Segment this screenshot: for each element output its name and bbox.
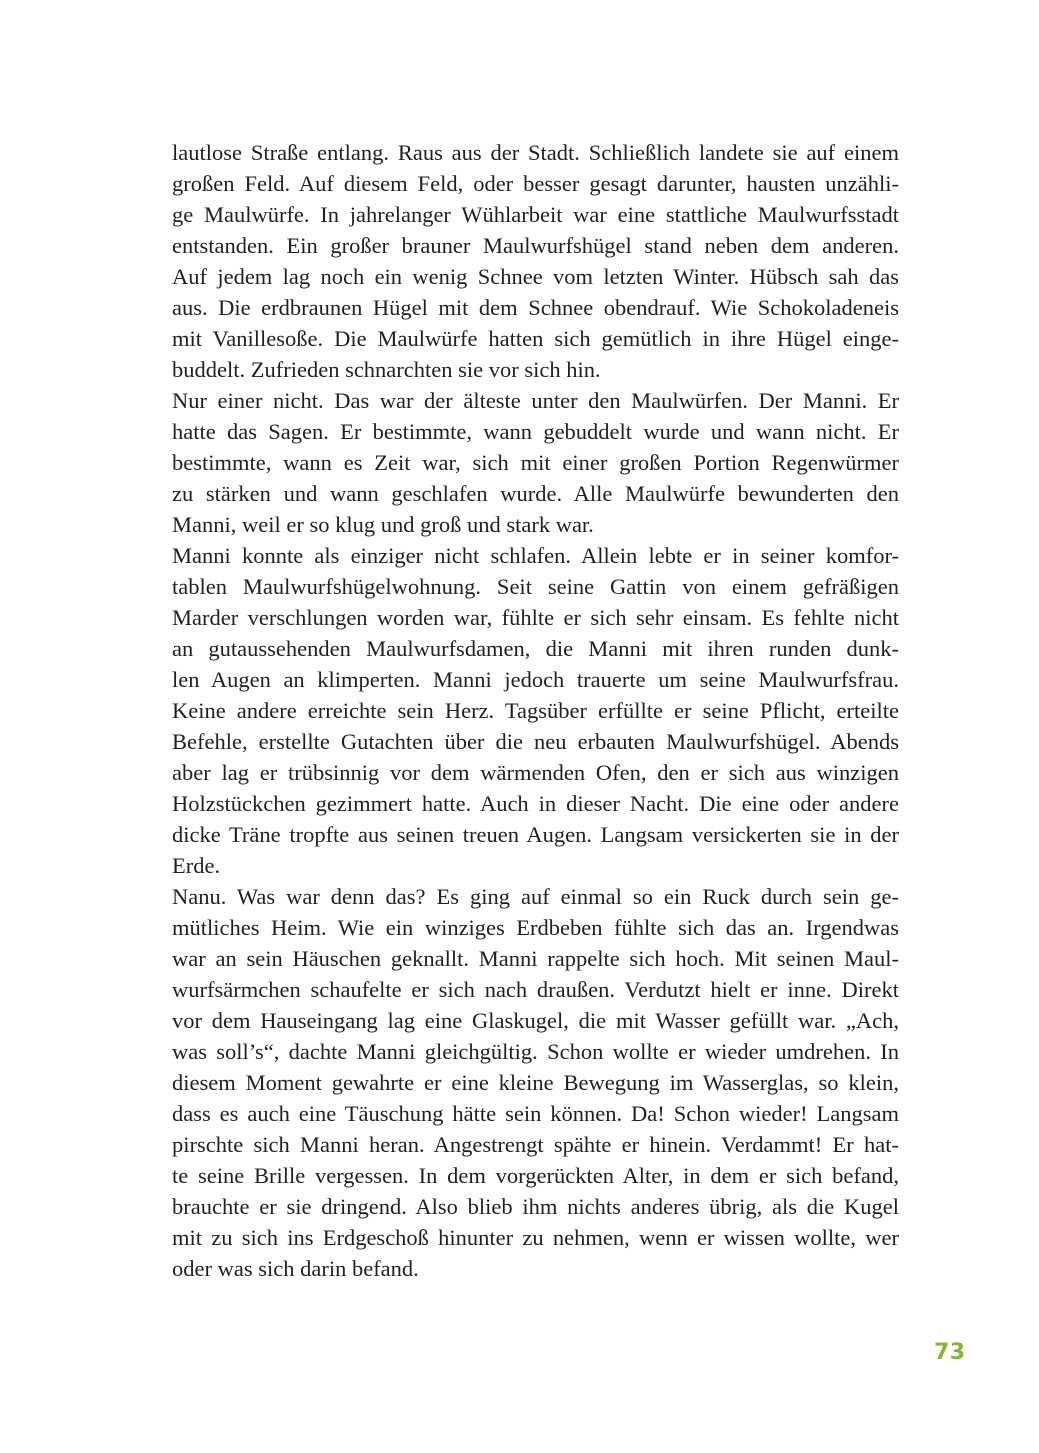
- text-line: tablen Maulwurfshügelwohnung. Seit seine Gattin von einem gefräßigen: [172, 574, 899, 599]
- text-line: ge Maulwürfe. In jahrelanger Wühlarbeit war eine stattliche Maulwurfsstadt: [172, 202, 899, 227]
- text-line: pirschte sich Manni heran. Angestrengt spähte er hinein. Verdammt! Er hat-: [172, 1132, 899, 1157]
- text-line: entstanden. Ein großer brauner Maulwurfshügel stand neben dem anderen.: [172, 233, 899, 258]
- paragraph-4: [172, 881, 899, 1284]
- paragraph-3: [172, 540, 899, 881]
- text-line: Manni, weil er so klug und groß und stark war.: [172, 512, 594, 537]
- text-line: Marder verschlungen worden war, fühlte er sich sehr einsam. Es fehlte nicht: [172, 605, 899, 630]
- text-line: mütliches Heim. Wie ein winziges Erdbeben fühlte sich das an. Irgendwas: [172, 915, 899, 940]
- text-line: zu stärken und wann geschlafen wurde. Alle Maulwürfe bewunderten den: [172, 481, 899, 506]
- text-line: diesem Moment gewahrte er eine kleine Bewegung im Wasserglas, so klein,: [172, 1070, 899, 1095]
- text-line: hatte das Sagen. Er bestimmte, wann gebuddelt wurde und wann nicht. Er: [172, 419, 899, 444]
- text-line: dicke Träne tropfte aus seinen treuen Augen. Langsam versickerten sie in der: [172, 822, 899, 847]
- text-line: lautlose Straße entlang. Raus aus der Stadt. Schließlich landete sie auf einem: [172, 140, 899, 165]
- text-line: aber lag er trübsinnig vor dem wärmenden Ofen, den er sich aus winzigen: [172, 760, 899, 785]
- text-line: buddelt. Zufrieden schnarchten sie vor sich hin.: [172, 357, 601, 382]
- paragraph-2: [172, 385, 899, 540]
- page-number: 73: [934, 1340, 966, 1365]
- text-line: Nanu. Was war denn das? Es ging auf einmal so ein Ruck durch sein ge-: [172, 884, 899, 909]
- body-text: [172, 137, 899, 1284]
- text-line: Holzstückchen gezimmert hatte. Auch in dieser Nacht. Die eine oder andere: [172, 791, 899, 816]
- text-line: Nur einer nicht. Das war der älteste unter den Maulwürfen. Der Manni. Er: [172, 388, 899, 413]
- paragraph-1: [172, 137, 899, 385]
- text-line: te seine Brille vergessen. In dem vorgerückten Alter, in dem er sich befand,: [172, 1163, 899, 1188]
- text-line: mit zu sich ins Erdgeschoß hinunter zu nehmen, wenn er wissen wollte, wer: [172, 1225, 899, 1250]
- text-line: oder was sich darin befand.: [172, 1256, 419, 1281]
- text-line: dass es auch eine Täuschung hätte sein können. Da! Schon wieder! Langsam: [172, 1101, 899, 1126]
- text-line: was soll’s“, dachte Manni gleichgültig. Schon wollte er wieder umdrehen. In: [172, 1039, 899, 1064]
- text-line: Auf jedem lag noch ein wenig Schnee vom letzten Winter. Hübsch sah das: [172, 264, 899, 289]
- text-line: bestimmte, wann es Zeit war, sich mit einer großen Portion Regenwürmer: [172, 450, 899, 475]
- text-line: Befehle, erstellte Gutachten über die neu erbauten Maulwurfshügel. Abends: [172, 729, 899, 754]
- text-line: an gutaussehenden Maulwurfsdamen, die Manni mit ihren runden dunk-: [172, 636, 899, 661]
- text-line: Keine andere erreichte sein Herz. Tagsüber erfüllte er seine Pflicht, erteilte: [172, 698, 899, 723]
- text-line: Erde.: [172, 853, 221, 878]
- text-line: wurfsärmchen schaufelte er sich nach draußen. Verdutzt hielt er inne. Direkt: [172, 977, 899, 1002]
- text-line: len Augen an klimperten. Manni jedoch trauerte um seine Maulwurfsfrau.: [172, 667, 899, 692]
- text-line: aus. Die erdbraunen Hügel mit dem Schnee obendrauf. Wie Schokoladeneis: [172, 295, 899, 320]
- text-line: Manni konnte als einziger nicht schlafen. Allein lebte er in seiner komfor-: [172, 543, 899, 568]
- text-line: vor dem Hauseingang lag eine Glaskugel, die mit Wasser gefüllt war. „Ach,: [172, 1008, 899, 1033]
- text-line: großen Feld. Auf diesem Feld, oder besser gesagt darunter, hausten unzähli-: [172, 171, 899, 196]
- text-line: mit Vanillesoße. Die Maulwürfe hatten sich gemütlich in ihre Hügel einge-: [172, 326, 899, 351]
- text-line: brauchte er sie dringend. Also blieb ihm nichts anderes übrig, als die Kugel: [172, 1194, 899, 1219]
- text-line: war an sein Häuschen geknallt. Manni rappelte sich hoch. Mit seinen Maul-: [172, 946, 899, 971]
